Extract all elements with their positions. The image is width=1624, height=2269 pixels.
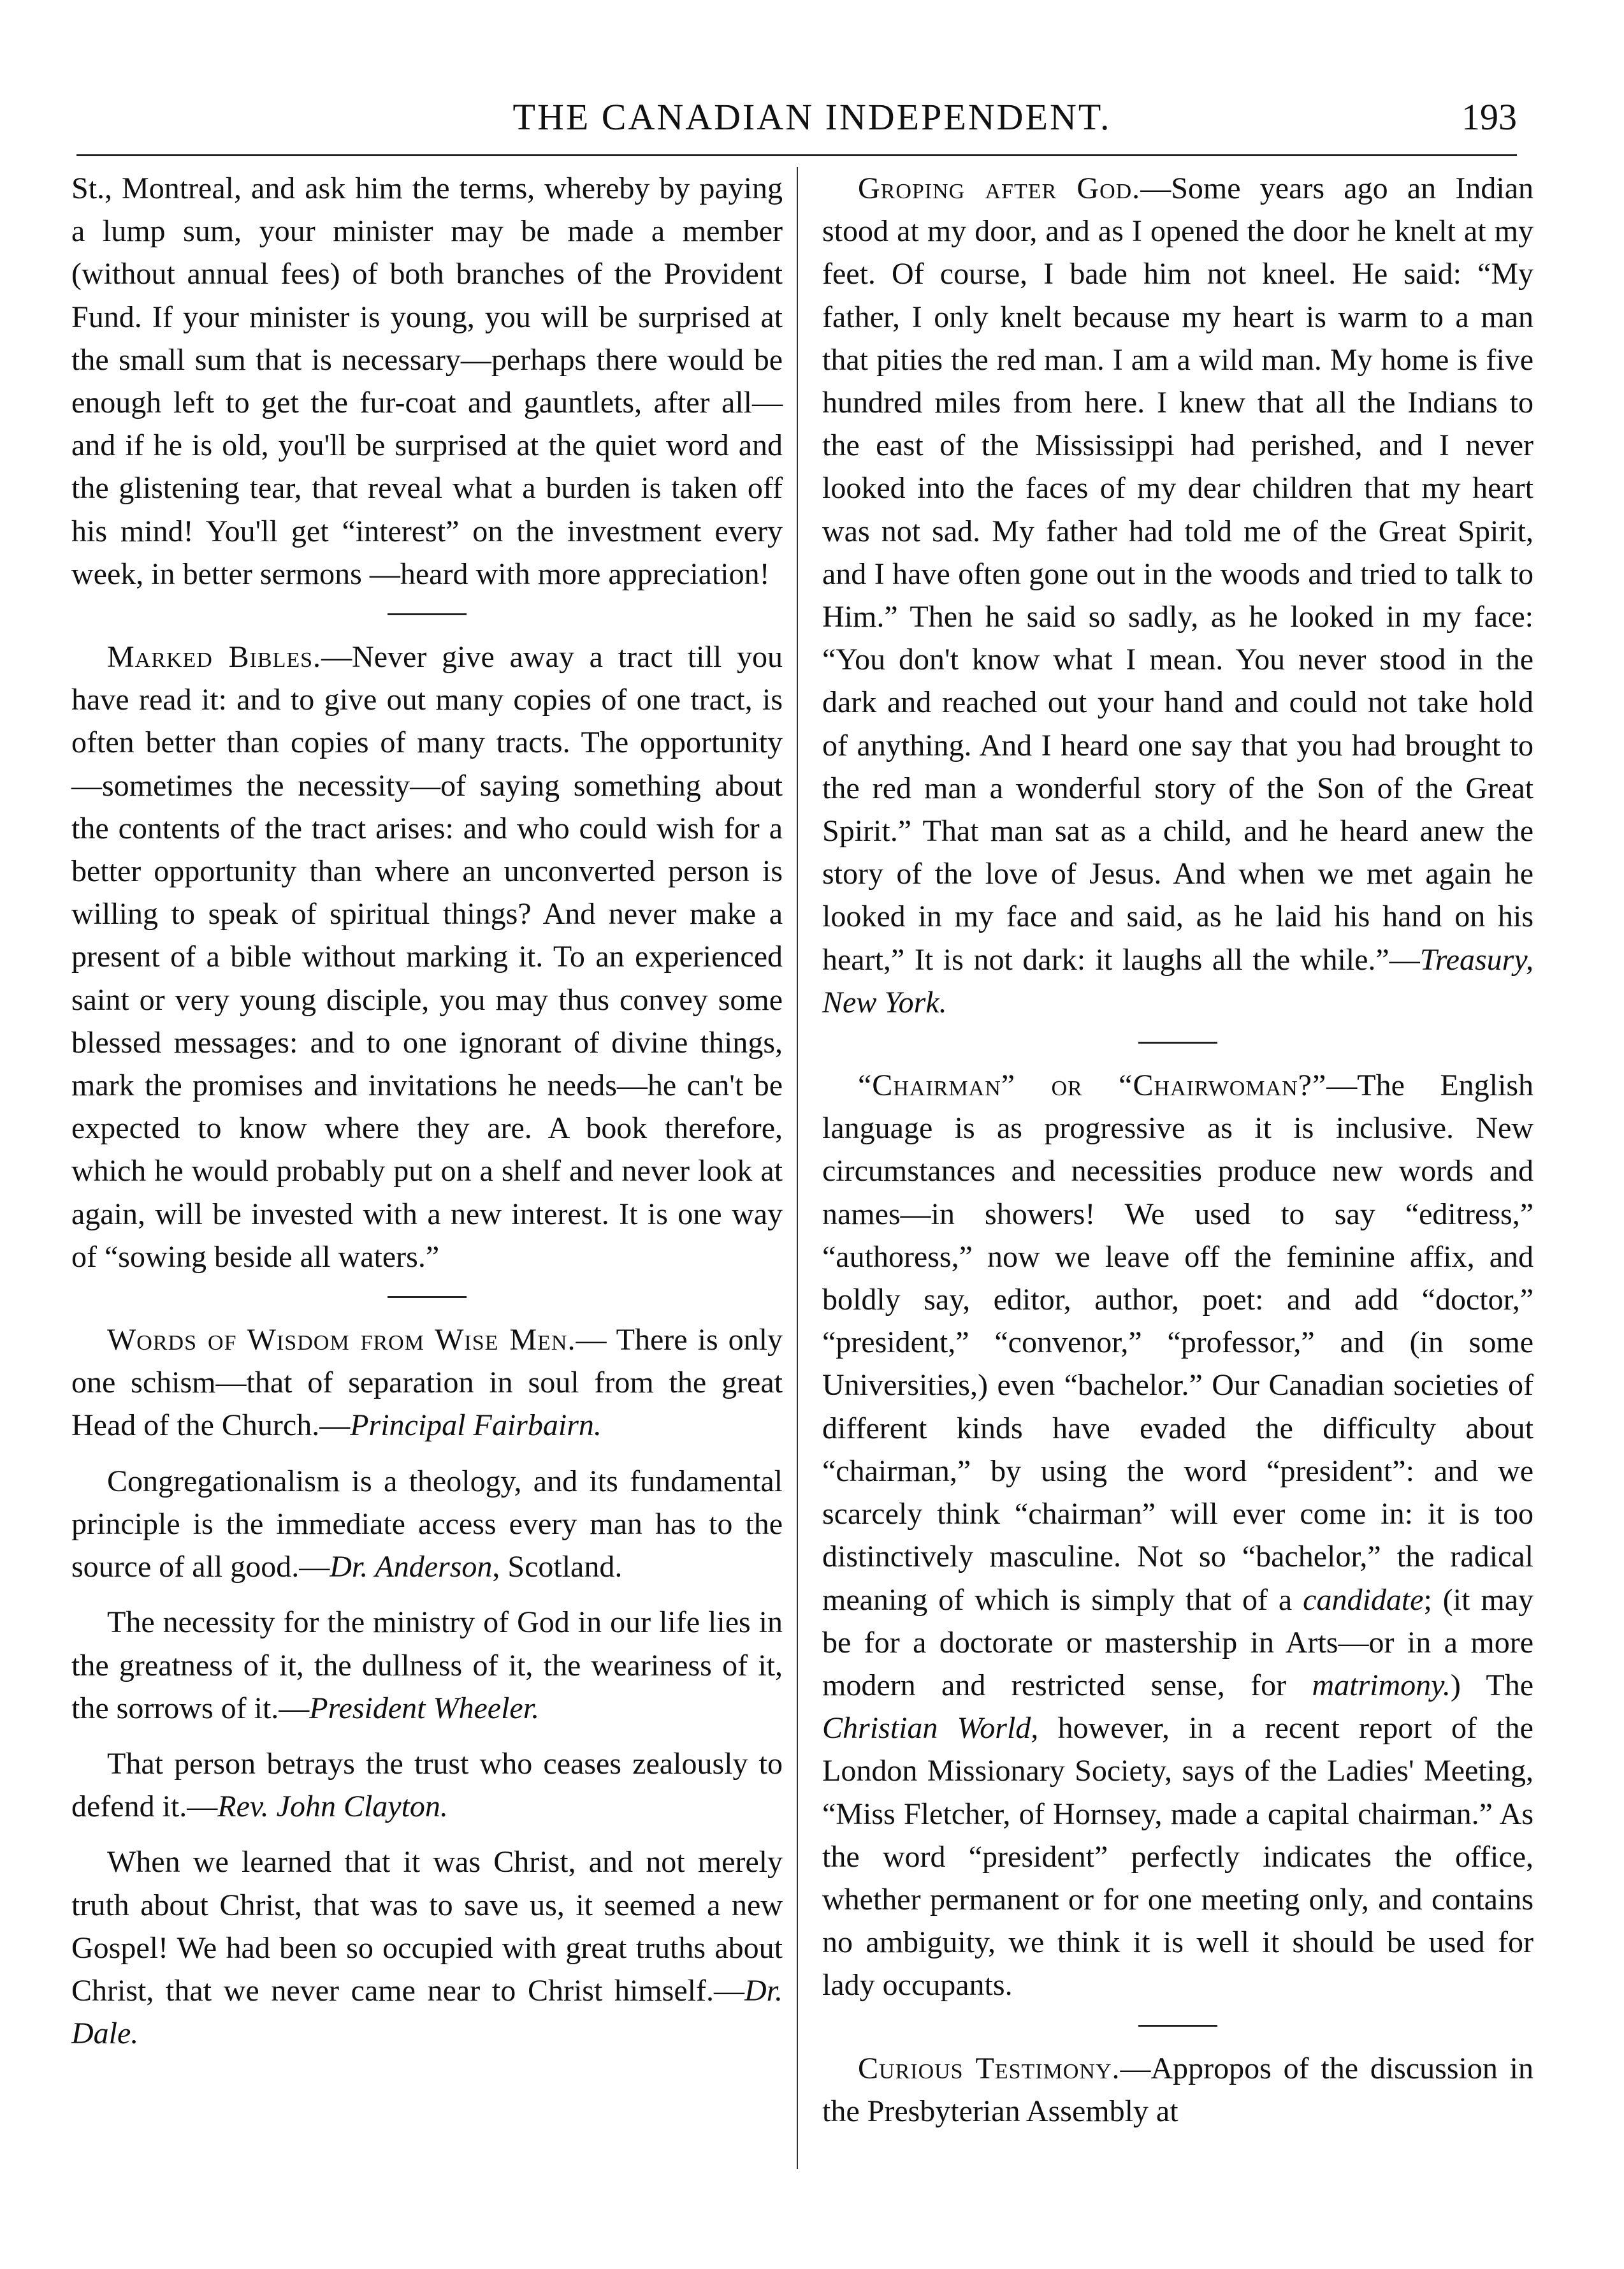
right-column (822, 167, 1533, 2133)
trust-attribution: Rev. John Clayton. (217, 1790, 448, 1824)
provident-fund-paragraph: St., Montreal, and ask him the terms, whereby by paying a lump sum, your minister may be made a member (without annual fees) of both branches of the Provident Fund. If your minister is young, you will be surprised at the small sum that is necessary—perhaps there would be enough left to get the fur-coat and gauntlets, after all—and if he is old, you'll be surprised at the quiet word and the glistening tear, that reveal what a burden is taken off his mind! You'll get “interest” on the investment every week, in better sermons —heard with more appreciation! (71, 171, 783, 591)
curious-article (822, 2047, 1533, 2133)
congregationalism-attribution: Dr. Anderson (330, 1550, 493, 1584)
running-head (0, 96, 1624, 166)
groping-body: —Some years ago an Indian stood at my door, and as I opened the door he knelt at my feet. Of course, I bade him not kneel. He said: “My father, I only knelt because my heart is warm to a man that pities the red man. I am a wild man. My home is five hundred miles from here. I knew that all the Indians to the east of the Mississippi had perished, and I never looked into the faces of my dear children that my heart was not sad. My father had told me of the Great Spirit, and I have often gone out in the woods and tried to talk to Him.” Then he said so sadly, as he looked in my face: “You don't know what I mean. You never stood in the dark and reached out your hand and could not take hold of anything. And I heard one say that you had brought to the red man a wonderful story of the Son of the Great Spirit.” That man sat as a child, and he heard anew the story of the love of Jesus. And when we met again he looked in my face and said, as he laid his hand on his heart,” It is not dark: it laughs all the while.”— (822, 171, 1534, 977)
section-divider (388, 613, 467, 615)
section-divider (1138, 2025, 1217, 2027)
groping-article (822, 167, 1533, 1024)
chairman-body-4: however, in a recent report of the London Missionary Society, says of the Ladies' Meeting, “Miss Fletcher, of Hornsey, made a capital chairman.” As the word “president” perfectly indicates the office, whether permanent or for one meeting only, and contains no ambiguity, we think it is well it should be used for lady occupants. (822, 1711, 1533, 2003)
wisdom-heading: Words of Wisdom from Wise Men. (107, 1323, 576, 1357)
curious-heading: Curious Testimony. (858, 2051, 1120, 2085)
chairman-body-2: ; (it may be for a doctorate or mastership in Arts—or in a more modern and restricted sense, for (822, 1582, 1533, 1702)
column-divider (797, 167, 798, 2169)
chairman-italic-matrimony: matrimony. (1312, 1668, 1451, 1702)
marked-bibles-article (71, 636, 783, 1278)
curious-body: —Appropos of the discussion in the Presbyterian Assembly at (822, 2051, 1533, 2128)
christ-attribution: Dr. Dale. (71, 1973, 783, 2051)
trust-body: That person betrays the trust who ceases zealously to defend it.— (71, 1746, 783, 1824)
congregationalism-quote (71, 1460, 783, 1589)
wisdom-article (71, 1318, 783, 1447)
congregationalism-attribution-tail: , Scotland. (492, 1550, 623, 1584)
ministry-body: The necessity for the ministry of God in our life lies in the greatness of it, the dullness of it, the weariness of it, the sorrows of it.— (71, 1605, 783, 1725)
christ-body: When we learned that it was Christ, and not merely truth about Christ, that was to save us, it seemed a new Gospel! We had been so occupied with great truths about Christ, that we never came near to Christ himself.— (71, 1845, 783, 2008)
publication-title: THE CANADIAN INDEPENDENT. (512, 96, 1112, 138)
christ-quote (71, 1841, 783, 2055)
page-number: 193 (1461, 96, 1517, 138)
chairman-body-1: —The English language is as progressive as it is inclusive. New circumstances and necessities produce new words and names—in showers! We used to say “editress,” “authoress,” now we leave off the feminine affix, and boldly say, editor, author, poet: and add “doctor,” “president,” “convenor,” “professor,” and (in some Universities,) even “bachelor.” Our Canadian societies of different kinds have evaded the difficulty about “chairman,” by using the word “president”: and we scarcely think “chairman” will ever come in: it is too distinctively masculine. Not so “bachelor,” the radical meaning of which is simply that of a (822, 1069, 1533, 1617)
section-divider (388, 1296, 467, 1298)
marked-bibles-heading: Marked Bibles. (107, 640, 322, 675)
ministry-attribution: President Wheeler. (309, 1691, 540, 1725)
chairman-italic-christian-world: Christian World, (822, 1711, 1039, 1746)
chairman-article (822, 1064, 1533, 2006)
left-column (71, 167, 783, 2055)
wisdom-body: — There is only one schism—that of separation in soul from the great Head of the Church.— (71, 1323, 783, 1443)
groping-heading: Groping after God. (858, 171, 1141, 205)
marked-bibles-body: —Never give away a tract till you have read it: and to give out many copies of one tract, is often better than copies of many tracts. The opportunity—sometimes the necessity—of saying something about the contents of the tract arises: and who could wish for a better opportunity than where an unconverted person is willing to speak of spiritual things? And never make a present of a bible without marking it. To an experienced saint or very young disciple, you may thus convey some blessed messages: and to one ignorant of divine things, mark the promises and invitations he needs—he can't be expected to know where they are. A book therefore, which he would probably put on a shelf and never look at again, will be invested with a new interest. It is one way of “sowing beside all waters.” (71, 640, 783, 1274)
ministry-quote (71, 1601, 783, 1730)
groping-attribution: Treasury, New York. (822, 942, 1533, 1019)
header-rule (76, 154, 1517, 156)
chairman-body-3: ) The (1450, 1668, 1533, 1702)
congregationalism-body: Congregationalism is a theology, and its fundamental principle is the immediate access every man has to the source of all good.— (71, 1464, 783, 1584)
wisdom-attribution: Principal Fairbairn. (350, 1408, 602, 1443)
section-divider (1138, 1042, 1217, 1044)
trust-quote (71, 1742, 783, 1828)
chairman-heading: “Chairman” or “Chairwoman?” (858, 1069, 1327, 1103)
chairman-italic-candidate: candidate (1303, 1582, 1424, 1617)
